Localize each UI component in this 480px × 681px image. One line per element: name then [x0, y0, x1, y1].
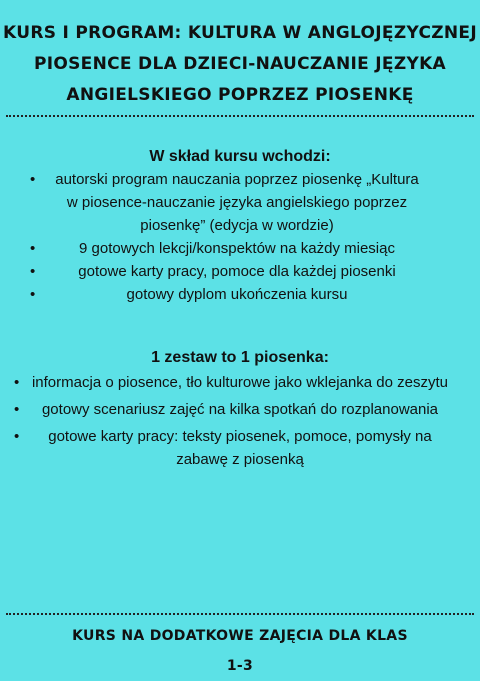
list-item-text: informacja o piosence, tło kulturowe jako wklejanka do zeszytu [31, 374, 449, 391]
top-dotted-divider [6, 115, 474, 117]
section1-list [0, 168, 480, 306]
section2-heading: 1 zestaw to 1 piosenka: [151, 349, 329, 366]
list-item [0, 168, 480, 237]
title-line-1: KURS I PROGRAM: KULTURA W ANGLOJĘZYCZNEJ [3, 23, 477, 43]
page-title [0, 18, 480, 111]
list-item-text: autorski program nauczania poprzez piosenkę „Kultura w piosence-nauczanie języka angielskiego poprzez piosenkę” (edycja w wordzie) [55, 171, 419, 234]
bottom-dotted-divider [6, 613, 474, 615]
bullet-icon: • [30, 286, 36, 303]
bullet-icon: • [30, 240, 36, 257]
bullet-icon: • [30, 171, 36, 188]
footer-note [0, 621, 480, 681]
list-item [0, 398, 480, 421]
bullet-icon: • [30, 263, 36, 280]
bullet-icon: • [14, 374, 20, 391]
list-item [0, 260, 480, 283]
list-item-text: gotowe karty pracy, pomoce dla każdej piosenki [78, 263, 396, 280]
list-item [0, 237, 480, 260]
list-item-text: 9 gotowych lekcji/konspektów na każdy miesiąc [79, 240, 395, 257]
title-line-3: ANGIELSKIEGO POPRZEZ PIOSENKĘ [66, 85, 414, 105]
footer-line-2: 1-3 [226, 658, 254, 674]
title-line-2: PIOSENCE DLA DZIECI-NAUCZANIE JĘZYKA [34, 54, 446, 74]
list-item [0, 371, 480, 394]
section2-list [0, 371, 480, 471]
section1-heading: W skład kursu wchodzi: [149, 148, 331, 165]
bullet-icon: • [14, 428, 20, 445]
list-item [0, 283, 480, 306]
list-item-text: gotowe karty pracy: teksty piosenek, pomoce, pomysły na zabawę z piosenką [48, 428, 432, 468]
bullet-icon: • [14, 401, 20, 418]
footer-line-1: KURS NA DODATKOWE ZAJĘCIA DLA KLAS [72, 628, 408, 644]
list-item-text: gotowy dyplom ukończenia kursu [126, 286, 348, 303]
list-item [0, 425, 480, 471]
list-item-text: gotowy scenariusz zajęć na kilka spotkań do rozplanowania [41, 401, 439, 418]
